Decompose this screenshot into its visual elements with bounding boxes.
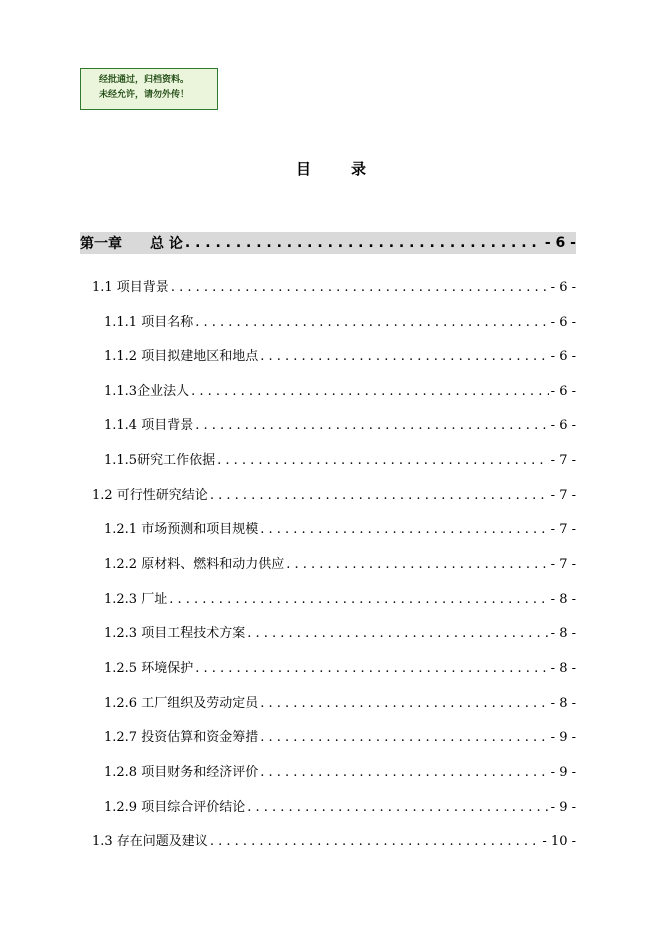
toc-entry-1-1-1[interactable]: [104, 311, 576, 330]
toc-entry-label: 1.2 可行性研究结论: [92, 488, 208, 503]
dot-leader: [260, 765, 548, 780]
toc-entry-1-1[interactable]: [92, 276, 576, 295]
dot-leader: [195, 661, 548, 676]
dot-leader: [286, 557, 548, 572]
dot-leader: [195, 315, 548, 330]
toc-entry-page: - 9 -: [550, 730, 576, 745]
toc-entry-page: - 6 -: [550, 384, 576, 399]
toc-entry-1-1-2[interactable]: [104, 345, 576, 364]
toc-entry-1-2-5[interactable]: [104, 657, 576, 676]
toc-entry-1-2-3-site[interactable]: [104, 588, 576, 607]
dot-leader: [217, 453, 549, 468]
toc-entry-1-2-2[interactable]: [104, 553, 576, 572]
toc-entry-1-2-3-tech[interactable]: [104, 622, 576, 641]
toc-entry-page: - 9 -: [550, 765, 576, 780]
dot-leader: [195, 418, 548, 433]
toc-entry-label: 1.1.4 项目背景: [104, 418, 194, 433]
toc-entry-page: - 7 -: [550, 557, 576, 572]
toc-entry-1-2-9[interactable]: [104, 796, 576, 815]
toc-entry-1-1-4[interactable]: [104, 414, 576, 433]
toc-entry-page: - 8 -: [550, 592, 576, 607]
toc-title-part-2: 录: [351, 160, 367, 178]
toc-entry-page: - 7 -: [550, 488, 576, 503]
toc-entry-label: 1.2.9 项目综合评价结论: [104, 800, 246, 815]
toc-entry-label: 1.1.5研究工作依据: [104, 453, 216, 468]
toc-entry-label: 1.2.3 厂址: [104, 592, 168, 607]
toc-entry-1-2-8[interactable]: [104, 761, 576, 780]
stamp-line-2: 未经允许，请勿外传！: [99, 90, 190, 100]
toc-entry-page: - 6 -: [550, 315, 576, 330]
toc-entry-page: - 8 -: [550, 696, 576, 711]
chapter-number: 第一章: [80, 236, 122, 252]
dot-leader: [260, 349, 548, 364]
toc-entry-page: - 8 -: [550, 661, 576, 676]
toc-title-part-1: 目: [295, 160, 311, 178]
dot-leader: [247, 626, 548, 641]
confidential-stamp: [80, 68, 218, 110]
toc-chapter-1[interactable]: [80, 232, 576, 254]
toc-entry-1-2-7[interactable]: [104, 726, 576, 745]
dot-leader: [169, 592, 548, 607]
dot-leader: [171, 280, 549, 295]
dot-leader: [210, 834, 541, 849]
toc-entry-page: - 6 -: [550, 418, 576, 433]
toc-entry-label: 1.1.3企业法人: [104, 384, 190, 399]
dot-leader: [260, 522, 548, 537]
toc-entry-1-2-1[interactable]: [104, 518, 576, 537]
chapter-page-number: - 6 -: [544, 235, 576, 251]
toc-entry-label: 1.1.1 项目名称: [104, 315, 194, 330]
toc-entry-label: 1.2.5 环境保护: [104, 661, 194, 676]
toc-entry-1-3[interactable]: [92, 830, 576, 849]
toc-entry-label: 1.3 存在问题及建议: [92, 834, 208, 849]
toc-entry-label: 1.2.1 市场预测和项目规模: [104, 522, 259, 537]
toc-entry-label: 1.2.7 投资估算和资金筹措: [104, 730, 259, 745]
dot-leader: [210, 488, 549, 503]
chapter-name: 总 论: [150, 236, 183, 252]
toc-title: [0, 158, 662, 179]
toc-entry-label: 1.2.6 工厂组织及劳动定员: [104, 696, 259, 711]
toc-entry-page: - 7 -: [550, 453, 576, 468]
toc-entry-1-1-5[interactable]: [104, 449, 576, 468]
toc-entry-1-2-6[interactable]: [104, 692, 576, 711]
stamp-line-1: 经批通过，归档资料。: [99, 75, 190, 85]
dot-leader: [185, 235, 543, 251]
toc-entry-label: 1.2.3 项目工程技术方案: [104, 626, 246, 641]
toc-entry-1-2[interactable]: [92, 484, 576, 503]
toc-entry-1-1-3[interactable]: [104, 380, 576, 399]
dot-leader: [260, 730, 548, 745]
toc-entry-label: 1.2.2 原材料、燃料和动力供应: [104, 557, 285, 572]
toc-entry-page: - 7 -: [550, 522, 576, 537]
dot-leader: [247, 800, 548, 815]
toc-entry-label: 1.1.2 项目拟建地区和地点: [104, 349, 259, 364]
toc-entry-page: - 6 -: [550, 280, 576, 295]
dot-leader: [191, 384, 549, 399]
toc-entry-page: - 8 -: [550, 626, 576, 641]
toc-entry-page: - 6 -: [550, 349, 576, 364]
toc-entry-label: 1.1 项目背景: [92, 280, 169, 295]
toc-entry-label: 1.2.8 项目财务和经济评价: [104, 765, 259, 780]
toc-entry-page: - 9 -: [550, 800, 576, 815]
dot-leader: [260, 696, 548, 711]
toc-entry-page: - 10 -: [542, 834, 576, 849]
